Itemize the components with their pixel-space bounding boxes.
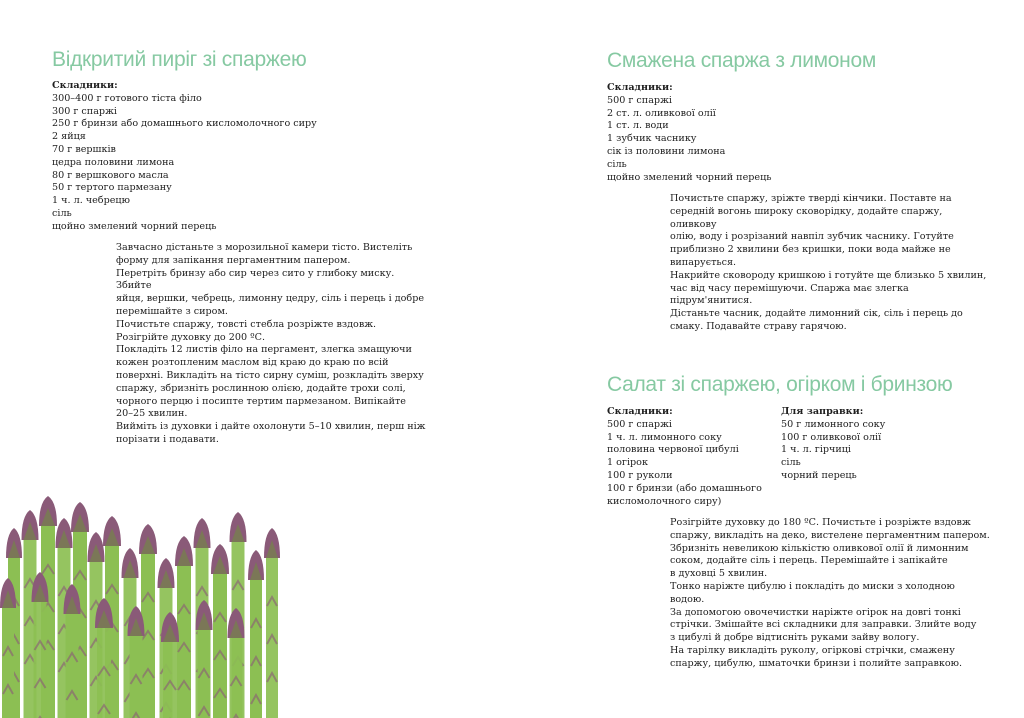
method-line: Накрийте сковороду кришкою і готуйте ще близько 5 хвилин,	[670, 269, 987, 281]
asparagus-spear	[32, 572, 49, 718]
method-line: смаку. Подавайте страву гарячою.	[670, 320, 847, 332]
recipe-2-ingredients	[607, 82, 771, 184]
method-line: 20–25 хвилин.	[116, 408, 188, 420]
ingredient-item: 300–400 г готового тіста філо	[52, 92, 202, 104]
method-line: Тонко наріжте цибулю і покладіть до миски з холодною	[670, 580, 955, 592]
method-line: Дістаньте часник, додайте лимонний сік, сіль і перець до	[670, 308, 963, 320]
ingredient-item: сіль	[52, 207, 72, 219]
asparagus-spear	[228, 608, 245, 718]
recipe-1-title: Відкритий пиріг зі спаржею	[52, 48, 307, 71]
method-line: На тарілку викладіть руколу, огіркові стрічки, смажену	[670, 644, 955, 656]
method-line: Збризніть невеликою кількістю оливкової олії й лимонним	[670, 542, 969, 554]
asparagus-spear	[211, 544, 229, 718]
method-line: перемішайте з сиром.	[116, 305, 228, 317]
ingredient-item: 1 ч. л. лимонного соку	[607, 431, 722, 443]
ingredient-item: 1 огірок	[607, 457, 648, 469]
method-line: кожен розтопленим маслом від краю до краю по всій	[116, 357, 389, 369]
ingredient-item: 100 г бринзи (або домашнього	[607, 482, 762, 494]
method-line: Розігрійте духовку до 180 ºС. Почистьте і розріжте вздовж	[670, 517, 971, 528]
method-line: За допомогою овочечистки наріжте огірок на довгі тонкі	[670, 606, 961, 618]
recipe-3-dressing	[781, 406, 885, 483]
method-line: водою.	[670, 593, 705, 605]
dressing-item: 1 ч. л. гірчиці	[781, 444, 851, 456]
ingredient-item: 70 г вершків	[52, 143, 116, 155]
dressing-item: 50 г лимонного соку	[781, 418, 886, 430]
recipe-1-ingredients-heading: Складники:	[52, 80, 118, 91]
recipe-1-method	[116, 242, 426, 447]
ingredient-item: 300 г спаржі	[52, 105, 117, 117]
method-line: олію, воду і розрізаний навпіл зубчик часнику. Готуйте	[670, 231, 954, 243]
method-line: Завчасно дістаньте з морозильної камери тісто. Вистеліть	[116, 242, 413, 253]
recipe-3-title: Салат зі спаржею, огірком і бринзою	[607, 373, 953, 396]
method-line: спаржу, викладіть на деко, вистелене пергаментним папером.	[670, 529, 990, 541]
asparagus-spear	[196, 600, 213, 718]
ingredient-item: щойно змелений чорний перець	[52, 220, 217, 232]
method-line: форму для запікання пергаментним папером.	[116, 254, 351, 266]
method-line: середній вогонь широку сковорідку, додайте спаржу, оливкову	[670, 205, 943, 230]
dressing-item: чорний перець	[781, 469, 857, 481]
asparagus-spear	[0, 578, 16, 718]
ingredient-item: сік із половини лимона	[607, 145, 726, 157]
asparagus-spear	[264, 528, 280, 718]
recipe-2-ingredients-heading: Складники:	[607, 82, 673, 93]
method-line: Розігрійте духовку до 200 ºС.	[116, 331, 266, 343]
asparagus-illustration	[0, 488, 300, 718]
recipe-2-method	[670, 193, 990, 334]
method-line: чорного перцю і посипте тертим пармезаном. Випікайте	[116, 395, 406, 407]
asparagus-spear	[161, 612, 179, 718]
method-line: спаржу, збризніть рослинною олією, додайте трохи солі,	[116, 382, 406, 394]
recipe-3-dressing-heading: Для заправки:	[781, 406, 864, 417]
recipe-3-method	[670, 517, 990, 671]
ingredient-item: 100 г руколи	[607, 469, 673, 481]
ingredient-item: 250 г бринзи або домашнього кисломолочного сиру	[52, 118, 317, 130]
ingredient-item: 2 ст. л. оливкової олії	[607, 107, 716, 119]
method-line: порізати і подавати.	[116, 433, 219, 445]
method-line: соком, додайте сіль і перець. Перемішайте і запікайте	[670, 555, 948, 567]
asparagus-bunch-icon	[0, 488, 300, 718]
recipe-3-ingredients	[607, 406, 762, 508]
ingredient-item: цедра половини лимона	[52, 156, 175, 168]
method-line: поверхні. Викладіть на тісто сирну суміш, розкладіть зверху	[116, 369, 424, 381]
ingredient-item: половина червоної цибулі	[607, 444, 739, 456]
method-line: приблизно 2 хвилини без кришки, поки вода майже не	[670, 244, 951, 256]
method-line: в духовці 5 хвилин.	[670, 568, 768, 580]
method-line: час від часу перемішуючи. Спаржа має злегка підрум'янитися.	[670, 282, 909, 307]
ingredient-item: щойно змелений чорний перець	[607, 171, 772, 183]
recipe-2-title: Смажена спаржа з лимоном	[607, 49, 876, 72]
ingredient-item: 1 зубчик часнику	[607, 133, 697, 145]
method-line: Перетріть бринзу або сир через сито у глибоку миску. Збийте	[116, 267, 395, 292]
recipe-3-ingredients-heading: Складники:	[607, 406, 673, 417]
method-line: Покладіть 12 листів філо на пергамент, злегка змащуючи	[116, 344, 412, 356]
ingredient-item: 500 г спаржі	[607, 418, 672, 430]
ingredient-item: 50 г тертого пармезану	[52, 182, 172, 194]
ingredient-item: 80 г вершкового масла	[52, 169, 169, 181]
method-line: випарується.	[670, 256, 737, 268]
method-line: стрічки. Змішайте всі складники для заправки. Злийте воду	[670, 619, 977, 631]
dressing-item: сіль	[781, 457, 801, 469]
ingredient-item: 2 яйця	[52, 131, 86, 143]
method-line: Почистьте спаржу, товсті стебла розріжте вздовж.	[116, 318, 377, 330]
method-line: Вийміть із духовки і дайте охолонути 5–10 хвилин, перш ніж	[116, 421, 426, 433]
ingredient-item: 1 ч. л. чебрецю	[52, 195, 130, 207]
ingredient-item: 1 ст. л. води	[607, 120, 669, 132]
asparagus-spear	[128, 606, 145, 718]
method-line: яйця, вершки, чебрець, лимонну цедру, сіль і перець і добре	[116, 293, 425, 305]
ingredient-item: 500 г спаржі	[607, 94, 672, 106]
asparagus-spear	[64, 584, 81, 718]
ingredient-item: кисломолочного сиру)	[607, 495, 722, 507]
ingredient-item: сіль	[607, 158, 627, 170]
recipe-1-ingredients	[52, 80, 317, 234]
dressing-item: 100 г оливкової олії	[781, 431, 882, 443]
method-line: з цибулі й добре відтисніть руками зайву вологу.	[670, 632, 920, 644]
asparagus-spear	[248, 550, 264, 718]
method-line: спаржу, цибулю, шматочки бринзи і полийте заправкою.	[670, 657, 963, 669]
method-line: Почистьте спаржу, зріжте тверді кінчики. Поставте на	[670, 193, 952, 204]
asparagus-spear	[95, 598, 113, 718]
